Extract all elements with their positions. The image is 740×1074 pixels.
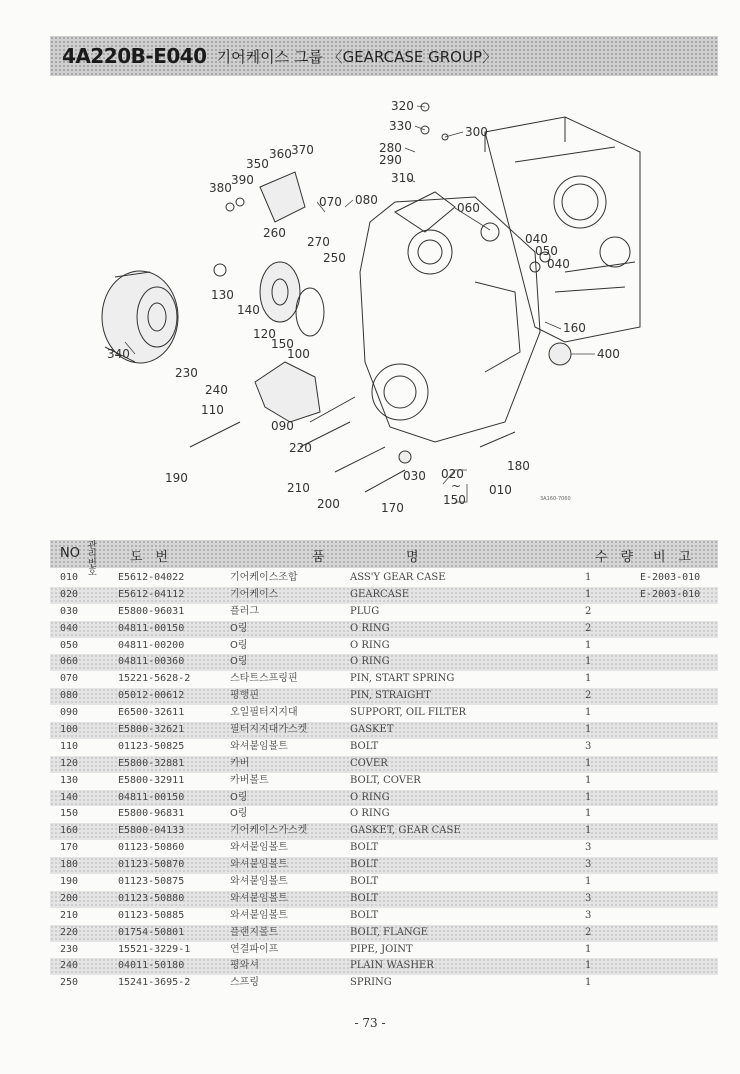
callout-label: 350 bbox=[246, 157, 269, 171]
cell-part: 01754-50801 bbox=[118, 926, 185, 938]
cell-qty: 1 bbox=[585, 774, 592, 786]
cell-part: 04811-00200 bbox=[118, 639, 185, 651]
cell-no: 180 bbox=[60, 859, 79, 871]
callout-label: 320 bbox=[391, 99, 414, 113]
callout-label: 130 bbox=[211, 288, 234, 302]
callout-label: 090 bbox=[271, 419, 294, 433]
cell-en: O RING bbox=[350, 639, 390, 651]
drawing-code: 3A160-7060 bbox=[540, 496, 571, 502]
cell-part: E5800-96831 bbox=[118, 808, 185, 820]
table-row bbox=[50, 840, 718, 857]
cell-qty: 1 bbox=[585, 960, 592, 972]
cell-part: 04011-50180 bbox=[118, 960, 185, 972]
cell-kr: 스타트스프링핀 bbox=[230, 673, 298, 685]
table-row bbox=[50, 756, 718, 773]
cell-qty: 2 bbox=[585, 926, 592, 938]
callout-label: 380 bbox=[209, 181, 232, 195]
cell-no: 040 bbox=[60, 622, 79, 634]
cell-part: E5800-32881 bbox=[118, 757, 185, 769]
cell-part: 04811-00150 bbox=[118, 622, 185, 634]
callout-label: 150 bbox=[443, 493, 466, 507]
cell-qty: 2 bbox=[585, 622, 592, 634]
cell-part: 01123-50885 bbox=[118, 909, 185, 921]
cover-and-oring-drawing bbox=[255, 172, 324, 422]
cell-no: 130 bbox=[60, 774, 79, 786]
cell-no: 110 bbox=[60, 740, 79, 752]
cell-no: 250 bbox=[60, 977, 79, 989]
cell-note: E-2003-010 bbox=[640, 572, 701, 583]
cell-part: 15221-5628-2 bbox=[118, 673, 191, 685]
cell-part: E5800-32911 bbox=[118, 774, 185, 786]
cell-no: 060 bbox=[60, 656, 79, 668]
cell-part: E5800-96031 bbox=[118, 605, 185, 617]
callout-label: 360 bbox=[269, 147, 292, 161]
header-mgmt: 관리 번호 bbox=[88, 541, 97, 578]
table-row bbox=[50, 705, 718, 722]
callout-label: 060 bbox=[457, 201, 480, 215]
cell-en: PLAIN WASHER bbox=[350, 960, 434, 972]
cell-qty: 3 bbox=[585, 842, 592, 854]
cell-en: PIPE, JOINT bbox=[350, 943, 413, 955]
cell-no: 190 bbox=[60, 876, 79, 888]
header-no: NO bbox=[60, 546, 80, 561]
title-bar bbox=[50, 36, 718, 76]
cell-qty: 1 bbox=[585, 943, 592, 955]
cell-kr: 연결파이프 bbox=[230, 943, 279, 955]
cell-en: PIN, STRAIGHT bbox=[350, 690, 431, 702]
cell-part: 01123-50860 bbox=[118, 842, 185, 854]
callout-label: 270 bbox=[307, 235, 330, 249]
cell-qty: 1 bbox=[585, 656, 592, 668]
cell-kr: O링 bbox=[230, 622, 248, 634]
header-remark: 비 고 bbox=[653, 550, 692, 565]
cell-no: 030 bbox=[60, 605, 79, 617]
cell-kr: 카버볼트 bbox=[230, 774, 269, 786]
callout-label: 330 bbox=[389, 119, 412, 133]
cell-qty: 1 bbox=[585, 825, 592, 837]
callout-label: 390 bbox=[231, 173, 254, 187]
cell-part: E5612-04022 bbox=[118, 572, 185, 583]
cell-en: GASKET, GEAR CASE bbox=[350, 825, 461, 837]
callout-label: 120 bbox=[253, 327, 276, 341]
cell-part: 05012-00612 bbox=[118, 690, 185, 702]
cell-qty: 1 bbox=[585, 724, 592, 736]
cell-qty: 1 bbox=[585, 808, 592, 820]
table-row bbox=[50, 942, 718, 959]
cell-kr: 와셔붙임볼트 bbox=[230, 892, 288, 904]
cell-kr: 플랜지볼트 bbox=[230, 926, 279, 938]
cell-no: 120 bbox=[60, 757, 79, 769]
cell-qty: 1 bbox=[585, 572, 592, 583]
table-row bbox=[50, 570, 718, 587]
cell-en: PLUG bbox=[350, 605, 380, 617]
callout-label: 220 bbox=[289, 441, 312, 455]
table-row bbox=[50, 773, 718, 790]
header-drawing: 도 번 bbox=[130, 550, 169, 565]
cell-qty: 1 bbox=[585, 673, 592, 685]
table-row bbox=[50, 806, 718, 823]
cell-qty: 1 bbox=[585, 876, 592, 888]
cell-en: BOLT bbox=[350, 909, 379, 921]
parts-table bbox=[50, 570, 718, 992]
cell-en: O RING bbox=[350, 791, 390, 803]
table-row bbox=[50, 671, 718, 688]
callout-label: 260 bbox=[263, 226, 286, 240]
cell-no: 090 bbox=[60, 707, 79, 719]
table-row bbox=[50, 654, 718, 671]
callout-label: 290 bbox=[379, 153, 402, 167]
cell-no: 200 bbox=[60, 892, 79, 904]
cell-part: E6500-32611 bbox=[118, 707, 185, 719]
table-row bbox=[50, 604, 718, 621]
callout-label: ~ bbox=[451, 479, 462, 493]
cell-kr: 기어케이스 bbox=[230, 588, 279, 600]
cell-en: BOLT, COVER bbox=[350, 774, 421, 786]
table-row bbox=[50, 958, 718, 975]
gear-case-drawing bbox=[360, 192, 540, 442]
cell-en: BOLT bbox=[350, 876, 379, 888]
cell-no: 230 bbox=[60, 943, 79, 955]
callout-label: 040 bbox=[547, 257, 570, 271]
cell-kr: O링 bbox=[230, 791, 248, 803]
cell-qty: 2 bbox=[585, 605, 592, 617]
cell-kr: 기어케이스가스켓 bbox=[230, 825, 308, 837]
cell-en: GASKET bbox=[350, 724, 394, 736]
callout-label: 370 bbox=[291, 143, 314, 157]
cell-kr: 스프링 bbox=[230, 977, 259, 989]
callout-label: 280 bbox=[379, 141, 402, 155]
cell-kr: 플러그 bbox=[230, 605, 259, 617]
cell-kr: 평와셔 bbox=[230, 960, 259, 972]
callout-label: 080 bbox=[355, 193, 378, 207]
callout-labels bbox=[107, 99, 620, 515]
cell-en: O RING bbox=[350, 622, 390, 634]
cell-no: 080 bbox=[60, 690, 79, 702]
callout-label: 050 bbox=[535, 244, 558, 258]
cell-en: BOLT bbox=[350, 842, 379, 854]
cell-no: 050 bbox=[60, 639, 79, 651]
callout-label: 020 bbox=[441, 467, 464, 481]
table-row bbox=[50, 857, 718, 874]
cell-kr: 와셔붙임볼트 bbox=[230, 876, 288, 888]
cell-kr: O링 bbox=[230, 639, 248, 651]
cell-no: 140 bbox=[60, 791, 79, 803]
callout-label: 230 bbox=[175, 366, 198, 380]
cell-qty: 1 bbox=[585, 757, 592, 769]
cell-kr: 평행핀 bbox=[230, 690, 259, 702]
table-row bbox=[50, 722, 718, 739]
callout-label: 340 bbox=[107, 347, 130, 361]
group-title: 기어케이스 그룹 〈GEARCASE GROUP〉 bbox=[216, 47, 497, 66]
cell-kr: 와셔붙임볼트 bbox=[230, 909, 288, 921]
cell-no: 170 bbox=[60, 842, 79, 854]
cell-kr: 기어케이스조합 bbox=[230, 572, 298, 583]
cell-en: BOLT, FLANGE bbox=[350, 926, 428, 938]
cell-no: 160 bbox=[60, 825, 79, 837]
cell-part: 01123-50825 bbox=[118, 740, 185, 752]
cell-en: GEARCASE bbox=[350, 588, 410, 600]
cell-kr: O링 bbox=[230, 656, 248, 668]
cell-qty: 3 bbox=[585, 909, 592, 921]
callout-label: 100 bbox=[287, 347, 310, 361]
callout-label: 150 bbox=[271, 337, 294, 351]
callout-label: 300 bbox=[465, 125, 488, 139]
callout-label: 040 bbox=[525, 232, 548, 246]
cell-part: 15241-3695-2 bbox=[118, 977, 191, 989]
cell-no: 220 bbox=[60, 926, 79, 938]
cell-no: 210 bbox=[60, 909, 79, 921]
callout-label: 240 bbox=[205, 383, 228, 397]
cell-en: SUPPORT, OIL FILTER bbox=[350, 707, 467, 719]
cell-part: 04811-00360 bbox=[118, 656, 185, 668]
callout-label: 210 bbox=[287, 481, 310, 495]
cell-no: 150 bbox=[60, 808, 79, 820]
table-row bbox=[50, 823, 718, 840]
cell-en: O RING bbox=[350, 808, 390, 820]
engine-block-drawing bbox=[485, 117, 640, 342]
cell-kr: 오일필터지지대 bbox=[230, 707, 298, 719]
header-name-kr: 품 bbox=[312, 550, 325, 565]
cell-en: PIN, START SPRING bbox=[350, 673, 455, 685]
cell-part: 15521-3229-1 bbox=[118, 943, 191, 955]
callout-label: 110 bbox=[201, 403, 224, 417]
table-row bbox=[50, 587, 718, 604]
cell-en: BOLT bbox=[350, 859, 379, 871]
table-row bbox=[50, 638, 718, 655]
cell-en: O RING bbox=[350, 656, 390, 668]
callout-label: 140 bbox=[237, 303, 260, 317]
cell-qty: 3 bbox=[585, 892, 592, 904]
cell-qty: 1 bbox=[585, 977, 592, 989]
cell-qty: 3 bbox=[585, 740, 592, 752]
cell-qty: 1 bbox=[585, 639, 592, 651]
callout-label: 170 bbox=[381, 501, 404, 515]
cell-kr: 카버 bbox=[230, 757, 250, 769]
cell-kr: 와셔붙임볼트 bbox=[230, 842, 288, 854]
table-row bbox=[50, 790, 718, 807]
cell-part: 01123-50875 bbox=[118, 876, 185, 888]
cell-part: E5800-04133 bbox=[118, 825, 185, 837]
cell-kr: 와셔붙임볼트 bbox=[230, 859, 288, 871]
cell-part: 01123-50880 bbox=[118, 892, 185, 904]
cell-qty: 1 bbox=[585, 707, 592, 719]
table-row bbox=[50, 874, 718, 891]
callout-label: 250 bbox=[323, 251, 346, 265]
table-row bbox=[50, 891, 718, 908]
cell-no: 070 bbox=[60, 673, 79, 685]
table-row bbox=[50, 925, 718, 942]
callout-label: 310 bbox=[391, 171, 414, 185]
cell-part: E5800-32621 bbox=[118, 724, 185, 736]
callout-label: 070 bbox=[319, 195, 342, 209]
callout-label: 030 bbox=[403, 469, 426, 483]
table-row bbox=[50, 688, 718, 705]
cell-qty: 2 bbox=[585, 690, 592, 702]
callout-label: 190 bbox=[165, 471, 188, 485]
table-row bbox=[50, 975, 718, 992]
callout-label: 010 bbox=[489, 483, 512, 497]
cell-no: 020 bbox=[60, 588, 79, 600]
cell-en: ASS'Y GEAR CASE bbox=[350, 572, 446, 583]
cell-part: 04811-00150 bbox=[118, 791, 185, 803]
callout-label: 180 bbox=[507, 459, 530, 473]
cell-qty: 1 bbox=[585, 791, 592, 803]
page-number: - 73 - bbox=[354, 1016, 386, 1030]
cell-no: 010 bbox=[60, 572, 79, 583]
cell-no: 240 bbox=[60, 960, 79, 972]
cell-qty: 1 bbox=[585, 588, 592, 600]
cell-en: SPRING bbox=[350, 977, 392, 989]
cell-kr: 와셔붙임볼트 bbox=[230, 740, 288, 752]
header-name-en: 명 bbox=[406, 550, 419, 565]
callout-label: 400 bbox=[597, 347, 620, 361]
cell-no: 100 bbox=[60, 724, 79, 736]
cell-kr: 필터지지대가스켓 bbox=[230, 724, 308, 736]
header-qty: 수 량 bbox=[595, 550, 634, 565]
cell-kr: O링 bbox=[230, 808, 248, 820]
exploded-parts-diagram bbox=[95, 92, 655, 522]
callout-label: 200 bbox=[317, 497, 340, 511]
table-row bbox=[50, 908, 718, 925]
cell-en: COVER bbox=[350, 757, 388, 769]
cell-part: E5612-04112 bbox=[118, 588, 185, 600]
cell-qty: 3 bbox=[585, 859, 592, 871]
table-row bbox=[50, 621, 718, 638]
group-code: 4A220B-E040 bbox=[62, 44, 207, 68]
cell-part: 01123-50870 bbox=[118, 859, 185, 871]
callout-label: 160 bbox=[563, 321, 586, 335]
cell-en: BOLT bbox=[350, 892, 379, 904]
table-row bbox=[50, 739, 718, 756]
cell-en: BOLT bbox=[350, 740, 379, 752]
cell-note: E-2003-010 bbox=[640, 588, 701, 600]
